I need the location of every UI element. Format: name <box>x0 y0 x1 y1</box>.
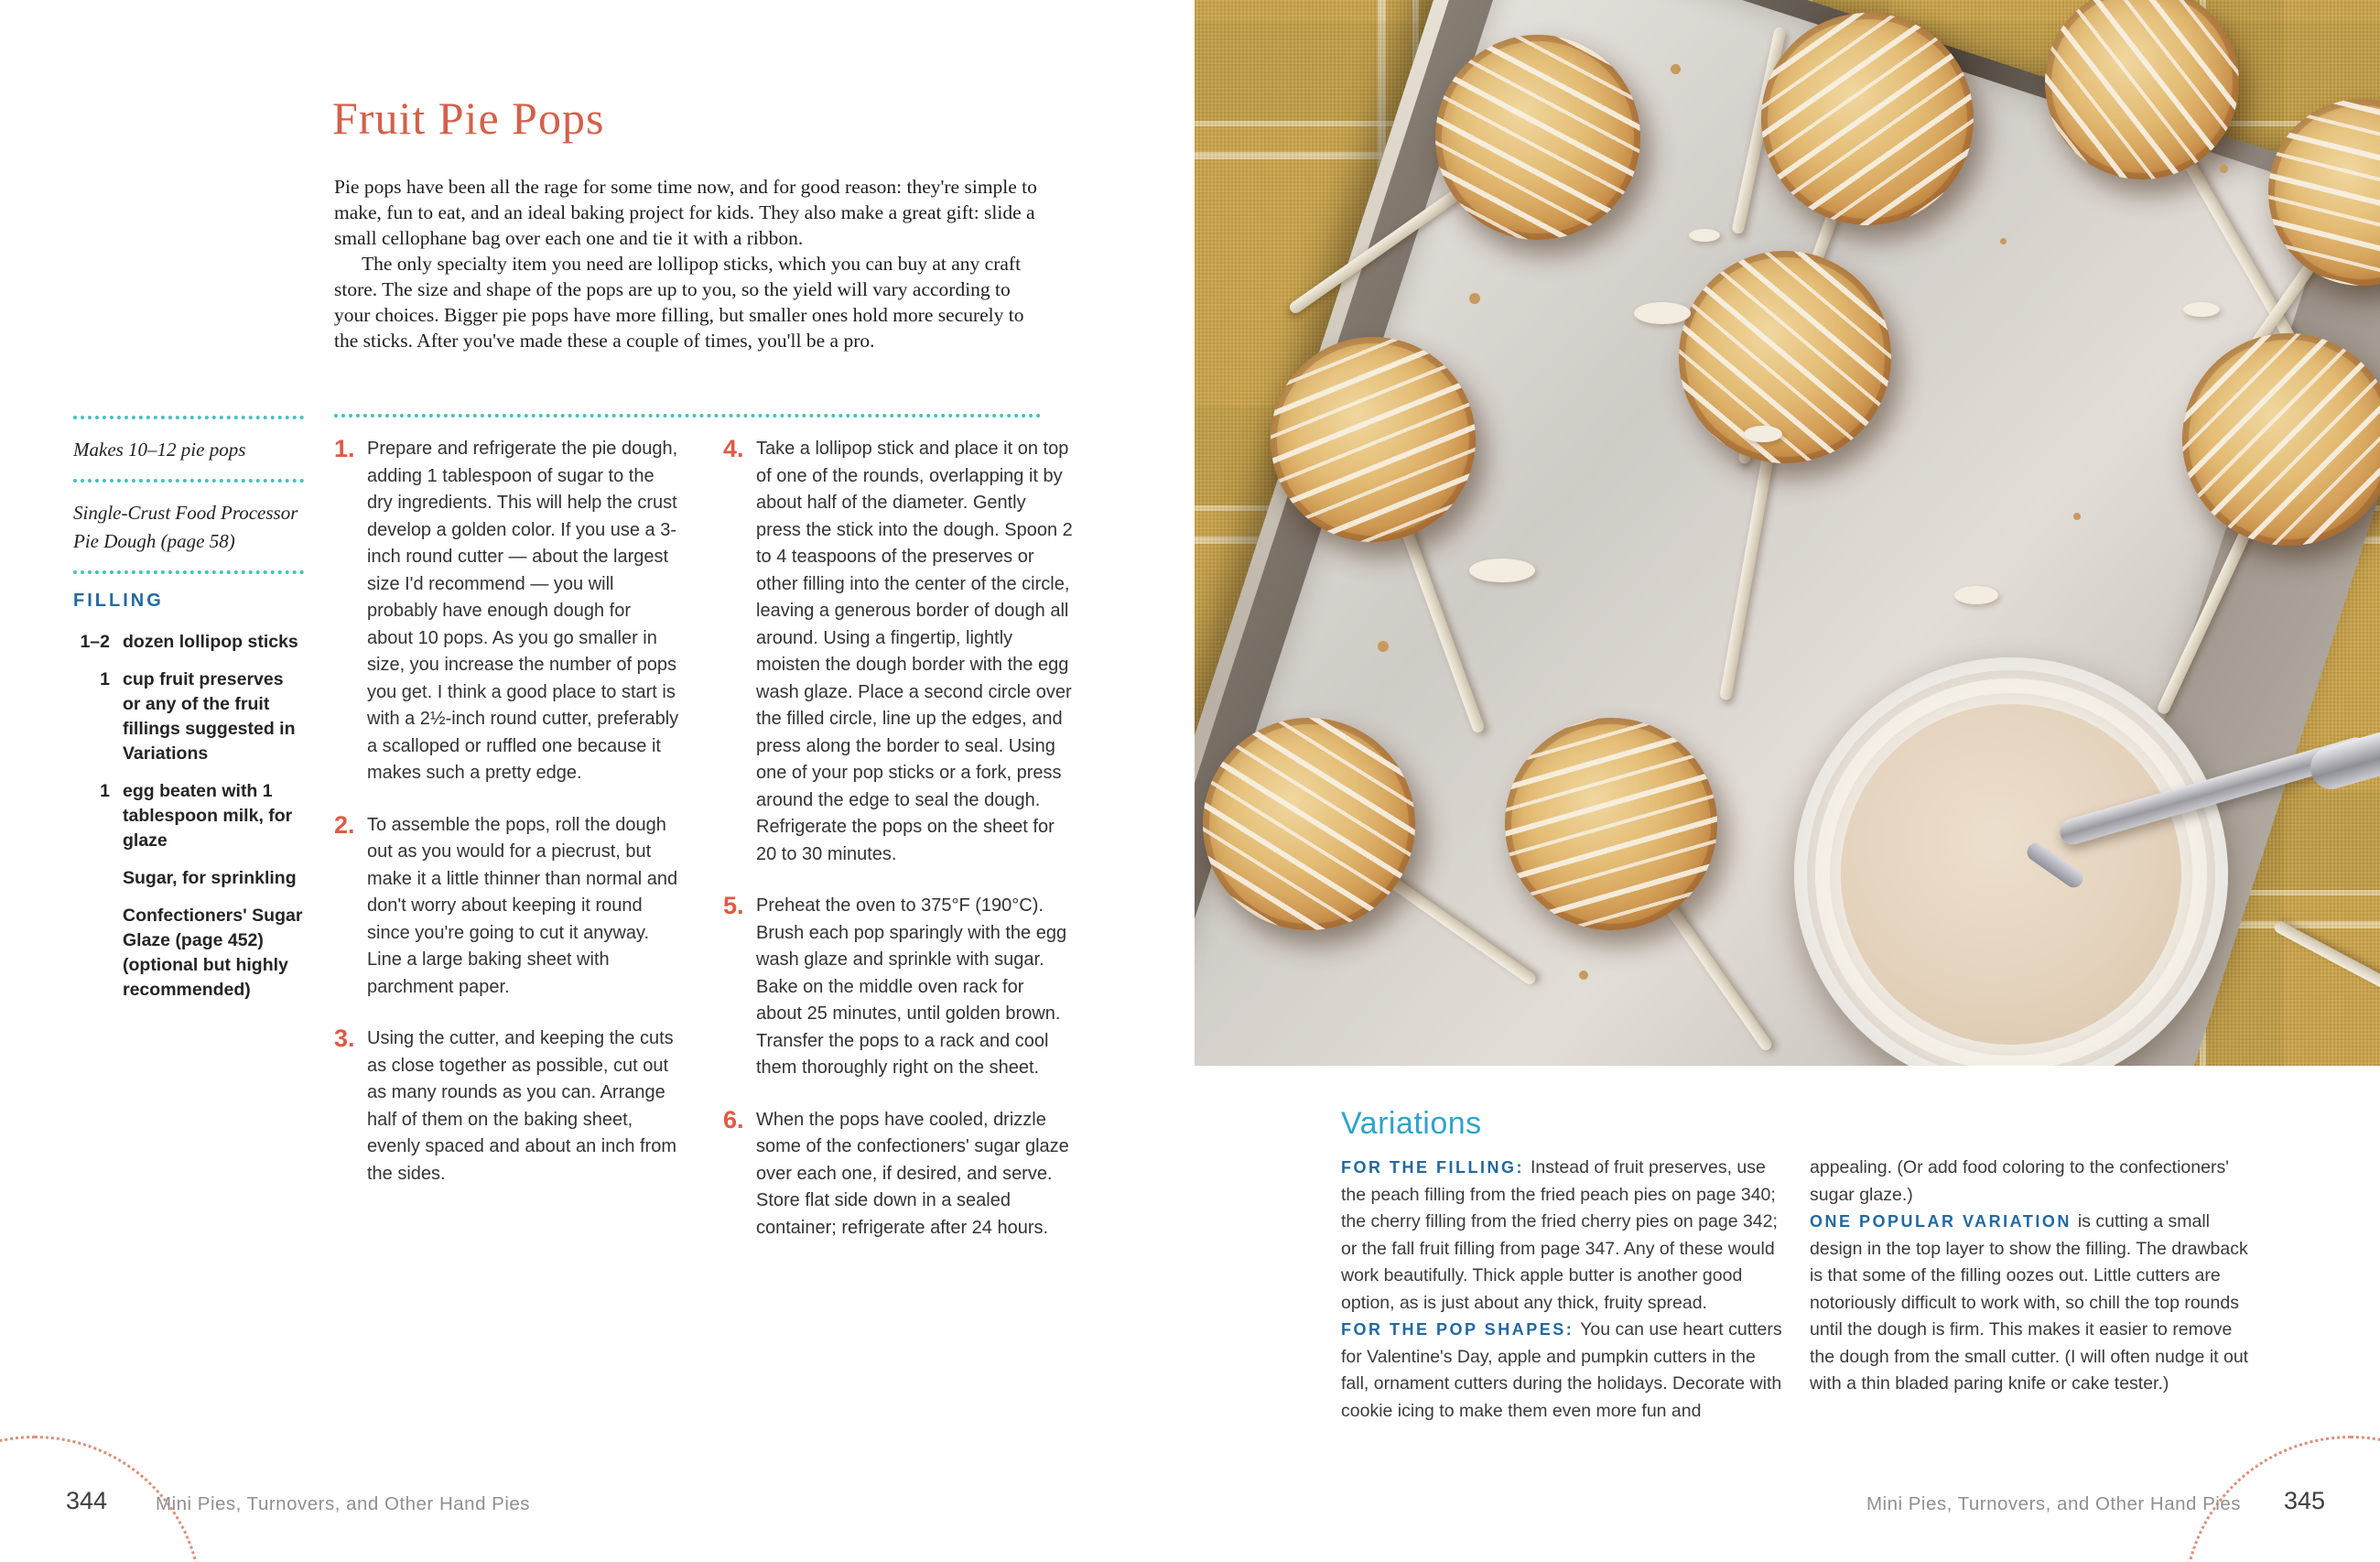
step-text: Preheat the oven to 375°F (190°C). Brush each pop sparingly with the egg wash glaze and sprinkle with sugar. Bake on the middle oven rack for about 25 minutes, until golden brown. Transfer the pops to a rack and cool them thoroughly right on the sheet. <box>756 895 1067 1078</box>
variation-text: You can use heart cutters for Valentine's Day, apple and pumpkin cutters in the fall, ornament cutters during the holidays. Decorate with cookie icing to make them even more fun and <box>1341 1319 1782 1421</box>
variations-section <box>1341 1106 2253 1425</box>
step-1 <box>334 436 680 787</box>
page-number-left: 344 <box>66 1487 108 1514</box>
ingredient-text: cup fruit preserves or any of the fruit fillings suggested in Variations <box>123 669 296 764</box>
variation-continued <box>1810 1155 2253 1209</box>
icing-drizzle <box>1435 35 1640 240</box>
variation-pop-shapes <box>1341 1317 1784 1425</box>
pastry-crumb <box>1469 293 1480 304</box>
step-6 <box>723 1107 1073 1242</box>
intro-paragraph-2: The only specialty item you need are lollipop sticks, which you can buy at any craft store. The size and shape of the pops are up to you, so the yield will vary according to your choices. Bigger pie pops have more filling, but smaller ones hold more securely to the sticks. After you've made these a couple of times, you'll be a pro. <box>334 253 1024 352</box>
glaze-drip <box>1954 586 1998 604</box>
pastry-crumb <box>2000 238 2007 244</box>
ingredient-qty: 1–2 <box>80 632 110 652</box>
step-number: 1. <box>334 435 355 462</box>
step-3 <box>334 1025 680 1188</box>
pie-pops-photo <box>1195 0 2380 1066</box>
step-number: 4. <box>723 435 744 462</box>
ingredient-qty <box>73 904 110 1003</box>
step-number: 6. <box>723 1105 744 1134</box>
variations-heading: Variations <box>1341 1106 1482 1141</box>
icing-drizzle <box>2182 333 2380 546</box>
step-text: When the pops have cooled, drizzle some of the confectioners' sugar glaze over each one, if desired, and serve. Store flat side down in a sealed container; refrigerate after 24 hours. <box>756 1109 1069 1238</box>
glaze-drip <box>2183 302 2220 317</box>
recipe-title: Fruit Pie Pops <box>332 92 605 144</box>
step-2 <box>334 812 680 1002</box>
variations-column-left <box>1341 1155 1784 1425</box>
yield-note: Makes 10–12 pie pops <box>73 439 246 461</box>
variation-text: appealing. (Or add food coloring to the confectioners' sugar glaze.) <box>1810 1157 2229 1205</box>
step-4 <box>723 436 1073 868</box>
filling-heading: FILLING <box>73 591 164 611</box>
ingredient-qty: 1 <box>100 669 110 689</box>
pastry-crumb <box>1579 971 1588 980</box>
ingredient-text: dozen lollipop sticks <box>123 632 298 652</box>
steps-top-divider <box>334 414 1041 418</box>
steps-column-1 <box>334 436 680 1212</box>
chapter-title-right: Mini Pies, Turnovers, and Other Hand Pies <box>1866 1493 2241 1514</box>
ingredient-text: Sugar, for sprinkling <box>123 868 297 888</box>
pastry-crumb <box>1378 641 1389 652</box>
step-number: 5. <box>723 892 744 919</box>
ingredient-text: egg beaten with 1 tablespoon milk, for glaze <box>123 781 293 851</box>
step-text: Using the cutter, and keeping the cuts as close together as possible, cut out as many rounds as you can. Arrange half of them on the baking sheet, evenly spaced and about an inch from the sides. <box>367 1028 676 1184</box>
dough-reference: Single-Crust Food Processor Pie Dough (page 58) <box>73 502 298 552</box>
variation-label: ONE POPULAR VARIATION <box>1810 1212 2072 1231</box>
ingredient-row <box>73 866 304 891</box>
ingredient-text: Confectioners' Sugar Glaze (page 452) (optional but highly recommended) <box>123 906 303 1000</box>
steps-column-2 <box>723 436 1073 1266</box>
recipe-sidebar <box>73 416 304 1015</box>
variation-label: FOR THE POP SHAPES: <box>1341 1320 1574 1339</box>
icing-drizzle <box>1203 718 1415 930</box>
glaze-drip <box>1469 559 1535 582</box>
variation-text: Instead of fruit preserves, use the peach filling from the fried peach pies on page 340; the cherry filling from the fried cherry pies on page 342; or the fall fruit filling from page 347. Any of these would work beautifully. Thick apple butter is another good option, as is just about any thick, fruity spread. <box>1341 1157 1778 1313</box>
variation-text: is cutting a small design in the top layer to show the filling. The drawback is that some of the filling oozes out. Little cutters are notoriously difficult to work with, so chill the top rounds until the dough is firm. This makes it easier to remove the dough from the small cutter. (I will often nudge it out with a thin bladed paring knife or cake tester.) <box>1810 1211 2249 1394</box>
step-text: Prepare and refrigerate the pie dough, adding 1 tablespoon of sugar to the dry ingredients. This will help the crust develop a golden color. If you use a 3-inch round cutter — about the largest size I'd recommend — you will probably have enough dough for about 10 pops. As you go smaller in size, you increase the number of pops you get. I think a good place to start is with a 2½-inch round cutter, preferably a scalloped or ruffled one because it makes such a pretty edge. <box>367 439 679 783</box>
chapter-title-left: Mini Pies, Turnovers, and Other Hand Pies <box>156 1493 531 1514</box>
page-number-right: 345 <box>2283 1487 2325 1514</box>
recipe-intro <box>334 174 1046 353</box>
sidebar-divider <box>73 416 304 419</box>
ingredient-qty <box>73 866 110 891</box>
pastry-crumb <box>2220 165 2228 173</box>
variation-label: FOR THE FILLING: <box>1341 1158 1524 1177</box>
ingredient-row <box>73 904 304 1003</box>
intro-paragraph-1: Pie pops have been all the rage for some time now, and for good reason: they're simple to make, fun to eat, and an ideal baking project for kids. They also make a great gift: slide a small cellophane bag over each one and tie it with a ribbon. <box>334 176 1037 249</box>
step-number: 3. <box>334 1025 355 1052</box>
ingredient-qty: 1 <box>100 781 110 801</box>
glaze-drip <box>1744 426 1782 442</box>
icing-drizzle <box>1271 337 1476 542</box>
ingredient-row <box>73 630 304 655</box>
step-text: Take a lollipop stick and place it on top of one of the rounds, overlapping it by about half of the diameter. Gently press the stick into the dough. Spoon 2 to 4 teaspoons of the preserves or other filling into the center of the circle, leaving a generous border of dough all around. Using a fingertip, lightly moisten the dough border with the egg wash glaze. Place a second circle over the filled circle, line up the edges, and press along the border to seal. Using one of your pop sticks or a fork, press around the edge to seal the dough. Refrigerate the pops on the sheet for 20 to 30 minutes. <box>756 439 1073 864</box>
sidebar-divider <box>73 479 304 483</box>
step-text: To assemble the pops, roll the dough out as you would for a piecrust, but make it a little thinner than normal and don't worry about keeping it round since you're going to cut it anyway. Line a large baking sheet with parchment paper. <box>367 814 678 997</box>
variation-popular <box>1810 1209 2253 1398</box>
pastry-crumb <box>2073 513 2081 520</box>
icing-drizzle <box>1679 251 1891 463</box>
glaze-drip <box>1689 229 1720 242</box>
variation-filling <box>1341 1155 1784 1317</box>
icing-drizzle <box>1505 718 1717 930</box>
ingredient-row <box>73 779 304 853</box>
step-5 <box>723 893 1073 1082</box>
sidebar-divider <box>73 570 304 574</box>
confectioners-glaze <box>1841 704 2181 1045</box>
variations-column-right <box>1810 1155 2253 1425</box>
step-number: 2. <box>334 810 355 839</box>
icing-drizzle <box>1761 13 1974 225</box>
ingredient-row <box>73 667 304 766</box>
pastry-crumb <box>1671 64 1681 74</box>
glaze-drip <box>1634 302 1691 324</box>
